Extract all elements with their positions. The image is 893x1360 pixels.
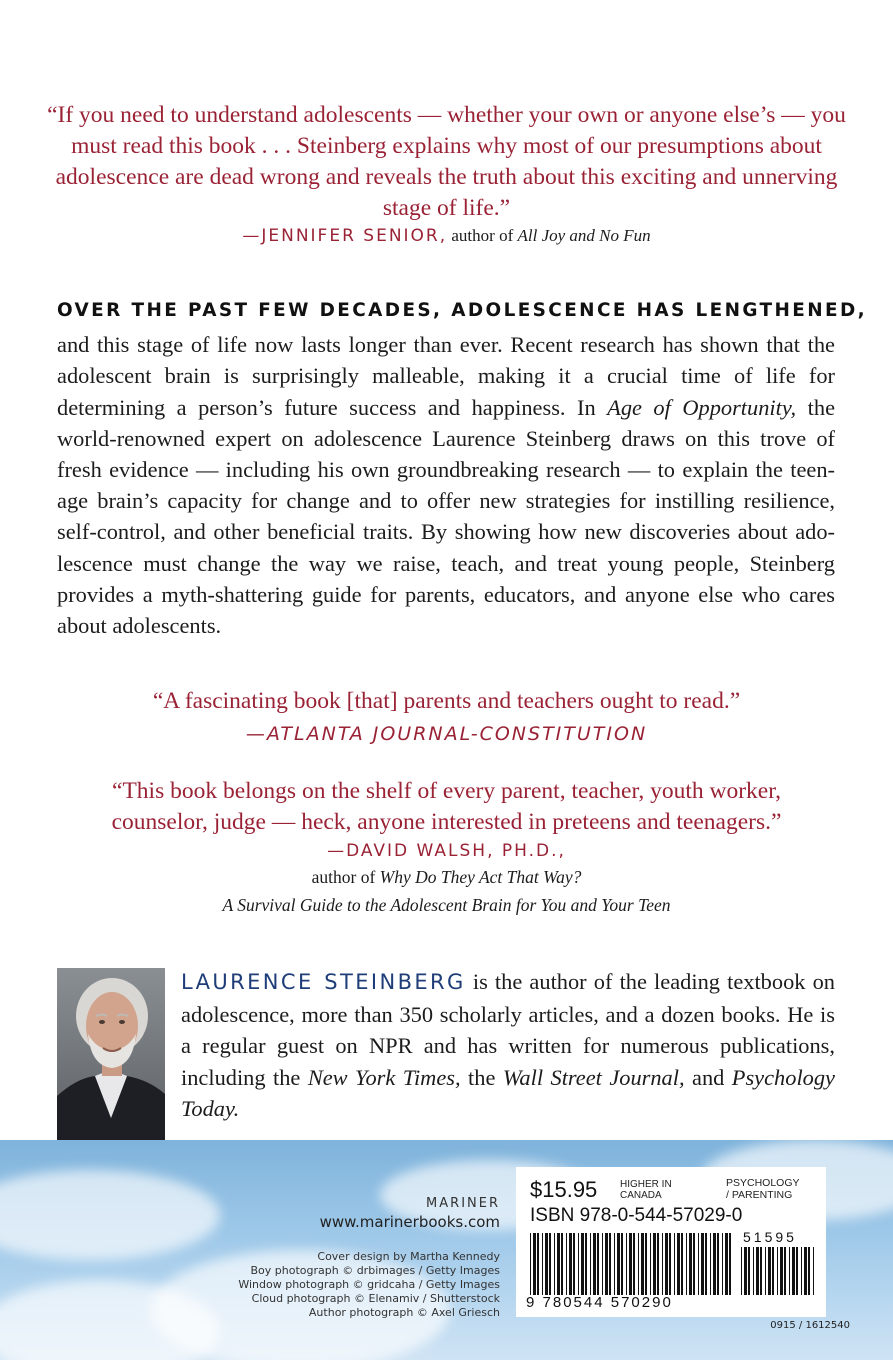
credit-line: Window photograph © gridcaha / Getty Images [238,1278,500,1291]
attribution-prefix: author of [311,867,380,887]
description-part2: the world-renowned expert on adolescence Laurence Steinberg draws on this trove of fresh evidence — including his own groundbreaking research — to explain the teenage brain’s capacity for change and to offer new strategies for instilling resilience, self-control, and other beneficial traits. By showing how new discoveries about adolescence must change the way we raise, teach, and treat young people, Steinberg provides a myth-shattering guide for parents, educators, and anyone else who cares about adolescents. [57,394,836,639]
barcode-number: 9 780544 570290 [526,1294,673,1311]
book-description [57,295,868,641]
barcode-addon [741,1247,816,1295]
attribution-book-line-2: A Survival Guide to the Adolescent Brain for You and Your Teen [222,895,671,915]
description-lead: OVER THE PAST FEW DECADES, ADOLESCENCE HAS LENGTHENED, [57,300,868,321]
category-line-2: / PARENTING [726,1189,793,1201]
bio-pub-2: Wall Street Journal, [502,1064,685,1090]
quote-line-1: “This book belongs on the shelf of every parent, teacher, youth worker, [112,778,781,804]
quote-atlanta-journal [40,686,853,745]
quote-attribution [40,226,853,246]
quote-jennifer-senior [40,100,853,246]
description-part1: and this stage of life now lasts longer than ever. Recent research has shown that the adolescent brain is surprisingly malleable, making it a crucial time of life for determining a person’s future success and happiness. In [57,332,835,420]
bio-part2: the [460,1064,503,1090]
attribution-prefix: author of [447,226,518,245]
category [726,1177,820,1201]
author-name: LAURENCE STEINBERG [181,970,466,994]
barcode-main [530,1233,735,1295]
bio-pub-1: New York Times, [307,1064,461,1090]
publisher-block [300,1196,500,1231]
higher-in-canada [620,1179,672,1201]
higher-line-1: HIGHER IN [620,1179,672,1190]
author-bio [181,966,835,1125]
credit-line: Cover design by Martha Kennedy [317,1250,500,1263]
description-book-title: Age of Opportunity, [607,394,797,420]
publisher-name: MARINER [426,1196,500,1211]
barcode-box [516,1167,826,1317]
quote-text: “A fascinating book [that] parents and teachers ought to read.” [152,688,741,714]
catalog-code: 0915 / 1612540 [770,1320,850,1331]
attribution-name: —DAVID WALSH, PH.D., [327,841,566,861]
higher-line-2: CANADA [620,1190,662,1201]
credit-line: Author photograph © Axel Griesch [308,1306,500,1319]
bio-part3: and [684,1064,732,1090]
bio-pub-3: Psychology Today. [181,1064,835,1121]
attribution-book-line-1: Why Do They Act That Way? [379,867,582,887]
publisher-url: www.marinerbooks.com [319,1213,500,1231]
bio-part1: is the author of the leading textbook on adolescence, more than 350 scholarly articles, and a dozen books. He is a regular guest on NPR and has written for numerous publications, including the [181,969,835,1090]
isbn: ISBN 978-0-544-57029-0 [530,1205,743,1226]
category-line-1: PSYCHOLOGY [726,1177,800,1189]
attribution-name: —JENNIFER SENIOR, [242,226,448,246]
cover-credits [230,1250,500,1320]
price: $15.95 [530,1177,598,1202]
author-photo [57,968,165,1140]
attribution-book: All Joy and No Fun [517,226,651,245]
quote-line-2: counselor, judge — heck, anyone interested in preteens and teenagers.” [111,809,782,835]
quote-source: —ATLANTA JOURNAL-CONSTITUTION [245,723,648,745]
barcode-addon-number: 51595 [743,1229,797,1245]
quote-david-walsh [40,776,853,919]
credit-line: Boy photograph © drbimages / Getty Images [250,1264,500,1277]
credit-line: Cloud photograph © Elenamiv / Shutterstock [251,1292,500,1305]
quote-text: “If you need to understand adolescents — whether your own or anyone else’s — you must read this book . . . Steinberg explains why most of our presumptions about adolescence are dead wrong and reveals the truth about this exciting and unnerving stage of life.” [47,102,846,221]
